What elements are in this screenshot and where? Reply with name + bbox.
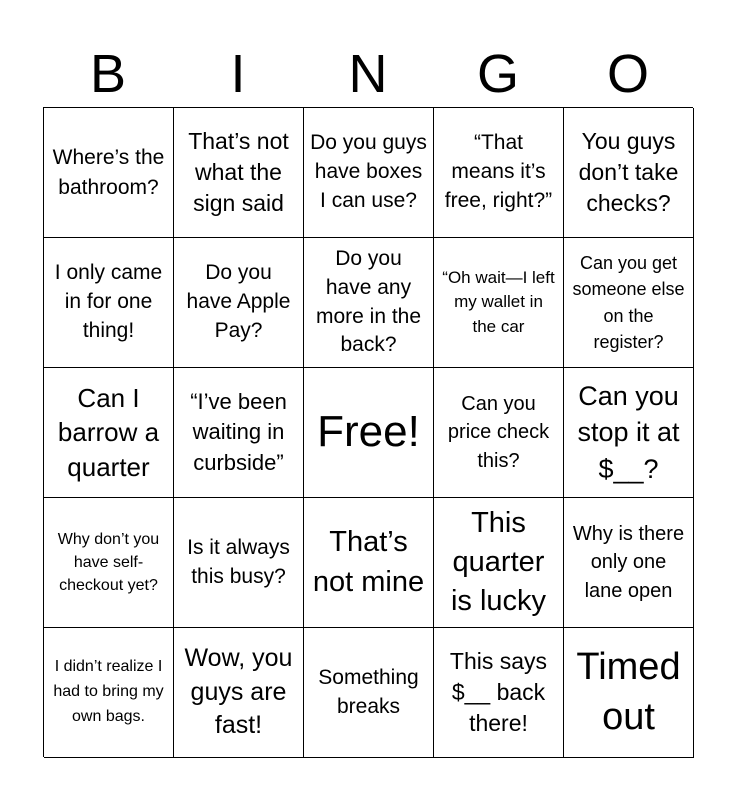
cell-text: Can I barrow a quarter bbox=[57, 383, 160, 482]
free-space-label: Free! bbox=[317, 407, 420, 457]
cell-text: Do you guys have boxes I can use? bbox=[310, 131, 427, 212]
bingo-cell[interactable] bbox=[564, 368, 694, 498]
cell-text: Wow, you guys are fast! bbox=[184, 643, 293, 740]
cell-text: “That means it’s free, right?” bbox=[444, 131, 553, 212]
bingo-cell[interactable] bbox=[44, 628, 174, 758]
bingo-cell[interactable] bbox=[434, 628, 564, 758]
bingo-cell[interactable] bbox=[44, 108, 174, 238]
cell-text: Do you have any more in the back? bbox=[315, 246, 422, 357]
bingo-cell[interactable] bbox=[174, 498, 304, 628]
bingo-cell[interactable] bbox=[44, 498, 174, 628]
bingo-cell[interactable] bbox=[174, 238, 304, 368]
cell-text: Can you price check this? bbox=[447, 392, 550, 472]
header-letter-b: B bbox=[89, 44, 127, 104]
bingo-cell[interactable] bbox=[564, 238, 694, 368]
bingo-cell[interactable] bbox=[174, 108, 304, 238]
header-letter-i: I bbox=[230, 44, 246, 104]
bingo-cell[interactable] bbox=[434, 368, 564, 498]
cell-text: Is it always this busy? bbox=[187, 535, 290, 588]
cell-text: Timed out bbox=[576, 646, 681, 738]
bingo-cell[interactable] bbox=[564, 628, 694, 758]
bingo-board bbox=[43, 107, 693, 757]
bingo-cell[interactable] bbox=[304, 238, 434, 368]
cell-text: I only came in for one thing! bbox=[54, 261, 163, 342]
cell-text: Can you get someone else on the register? bbox=[572, 253, 685, 352]
bingo-cell[interactable] bbox=[564, 498, 694, 628]
cell-text: “Oh wait—I left my wallet in the car bbox=[442, 267, 555, 336]
cell-text: You guys don’t take checks? bbox=[578, 127, 679, 217]
header-letter-g: G bbox=[476, 44, 519, 104]
bingo-cell[interactable] bbox=[44, 368, 174, 498]
cell-text: I didn’t realize I had to bring my own bags. bbox=[53, 658, 164, 725]
cell-text: “I’ve been waiting in curbside” bbox=[190, 388, 287, 475]
bingo-cell[interactable] bbox=[304, 628, 434, 758]
bingo-cell[interactable] bbox=[564, 108, 694, 238]
bingo-cell[interactable] bbox=[44, 238, 174, 368]
bingo-header bbox=[43, 40, 693, 108]
cell-text: Do you have Apple Pay? bbox=[186, 261, 291, 342]
cell-text: That’s not what the sign said bbox=[188, 127, 289, 217]
bingo-cell[interactable] bbox=[434, 498, 564, 628]
cell-text: Where’s the bathroom? bbox=[52, 146, 165, 199]
free-space-cell[interactable] bbox=[304, 368, 434, 498]
bingo-cell[interactable] bbox=[174, 628, 304, 758]
bingo-cell[interactable] bbox=[174, 368, 304, 498]
cell-text: This says $__ back there! bbox=[449, 647, 548, 737]
cell-text: Why don’t you have self-checkout yet? bbox=[57, 530, 160, 595]
bingo-cell[interactable] bbox=[434, 108, 564, 238]
bingo-cell[interactable] bbox=[304, 498, 434, 628]
header-letter-o: O bbox=[606, 44, 649, 104]
cell-text: That’s not mine bbox=[312, 526, 425, 598]
cell-text: Can you stop it at $__? bbox=[577, 380, 680, 484]
bingo-cell[interactable] bbox=[434, 238, 564, 368]
header-letter-n: N bbox=[348, 44, 388, 104]
cell-text: Why is there only one lane open bbox=[572, 522, 685, 602]
cell-text: Something breaks bbox=[318, 665, 419, 718]
cell-text: This quarter is lucky bbox=[450, 506, 547, 618]
bingo-cell[interactable] bbox=[304, 108, 434, 238]
